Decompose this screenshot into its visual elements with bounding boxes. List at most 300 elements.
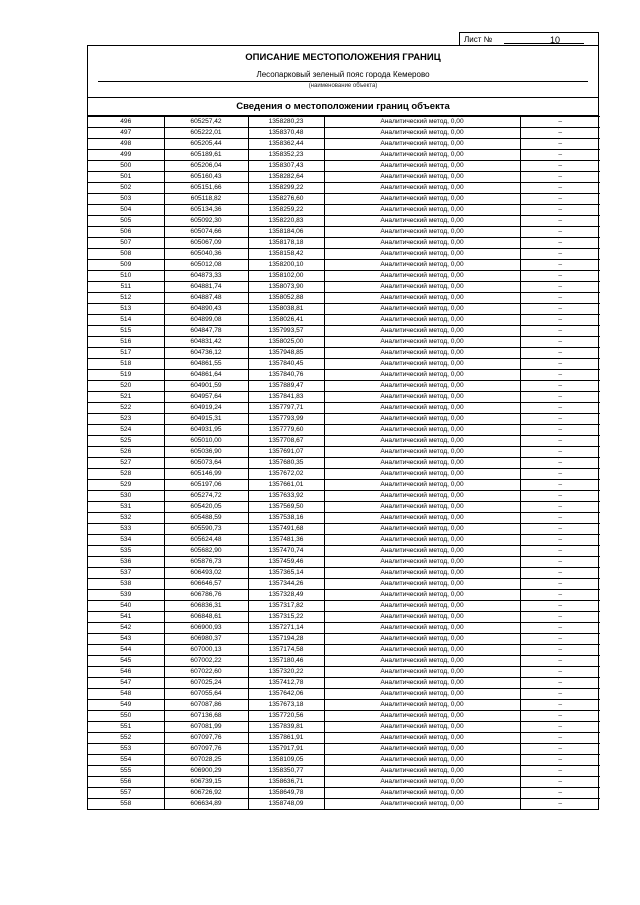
method-accuracy-cell: Аналитический метод, 0,00 [324, 161, 520, 172]
sheet-number-underline [504, 43, 584, 44]
method-accuracy-cell: Аналитический метод, 0,00 [324, 678, 520, 689]
table-row [88, 425, 600, 436]
x-coordinate-cell: 607055,64 [164, 689, 248, 700]
method-accuracy-cell: Аналитический метод, 0,00 [324, 205, 520, 216]
table-row [88, 271, 600, 282]
table-row [88, 623, 600, 634]
method-accuracy-cell: Аналитический метод, 0,00 [324, 326, 520, 337]
coordinates-table [88, 116, 600, 809]
x-coordinate-cell: 606836,31 [164, 601, 248, 612]
description-cell: – [520, 766, 600, 777]
point-number-cell: 518 [88, 359, 164, 370]
x-coordinate-cell: 607028,25 [164, 755, 248, 766]
y-coordinate-cell: 1358748,09 [248, 799, 324, 810]
table-row [88, 744, 600, 755]
method-accuracy-cell: Аналитический метод, 0,00 [324, 590, 520, 601]
x-coordinate-cell: 605151,66 [164, 183, 248, 194]
description-cell: – [520, 469, 600, 480]
point-number-cell: 496 [88, 117, 164, 128]
table-row [88, 150, 600, 161]
description-cell: – [520, 634, 600, 645]
x-coordinate-cell: 605222,01 [164, 128, 248, 139]
method-accuracy-cell: Аналитический метод, 0,00 [324, 436, 520, 447]
y-coordinate-cell: 1357180,46 [248, 656, 324, 667]
description-cell: – [520, 260, 600, 271]
table-row [88, 205, 600, 216]
description-cell: – [520, 788, 600, 799]
table-row [88, 414, 600, 425]
method-accuracy-cell: Аналитический метод, 0,00 [324, 700, 520, 711]
description-cell: – [520, 623, 600, 634]
x-coordinate-cell: 605189,61 [164, 150, 248, 161]
point-number-cell: 526 [88, 447, 164, 458]
table-row [88, 216, 600, 227]
y-coordinate-cell: 1357315,22 [248, 612, 324, 623]
table-row [88, 117, 600, 128]
table-row [88, 238, 600, 249]
description-cell: – [520, 612, 600, 623]
method-accuracy-cell: Аналитический метод, 0,00 [324, 172, 520, 183]
y-coordinate-cell: 1357661,01 [248, 480, 324, 491]
description-cell: – [520, 491, 600, 502]
point-number-cell: 553 [88, 744, 164, 755]
x-coordinate-cell: 605257,42 [164, 117, 248, 128]
y-coordinate-cell: 1357797,71 [248, 403, 324, 414]
method-accuracy-cell: Аналитический метод, 0,00 [324, 623, 520, 634]
method-accuracy-cell: Аналитический метод, 0,00 [324, 381, 520, 392]
point-number-cell: 514 [88, 315, 164, 326]
x-coordinate-cell: 605205,44 [164, 139, 248, 150]
method-accuracy-cell: Аналитический метод, 0,00 [324, 183, 520, 194]
table-row [88, 403, 600, 414]
description-cell: – [520, 513, 600, 524]
description-cell: – [520, 293, 600, 304]
table-row [88, 667, 600, 678]
method-accuracy-cell: Аналитический метод, 0,00 [324, 535, 520, 546]
method-accuracy-cell: Аналитический метод, 0,00 [324, 656, 520, 667]
point-number-cell: 517 [88, 348, 164, 359]
table-row [88, 447, 600, 458]
table-row [88, 359, 600, 370]
method-accuracy-cell: Аналитический метод, 0,00 [324, 425, 520, 436]
description-cell: – [520, 150, 600, 161]
table-row [88, 348, 600, 359]
method-accuracy-cell: Аналитический метод, 0,00 [324, 546, 520, 557]
point-number-cell: 558 [88, 799, 164, 810]
description-cell: – [520, 326, 600, 337]
method-accuracy-cell: Аналитический метод, 0,00 [324, 634, 520, 645]
point-number-cell: 505 [88, 216, 164, 227]
method-accuracy-cell: Аналитический метод, 0,00 [324, 403, 520, 414]
point-number-cell: 500 [88, 161, 164, 172]
description-cell: – [520, 590, 600, 601]
y-coordinate-cell: 1357672,02 [248, 469, 324, 480]
object-name-underline [98, 81, 588, 82]
x-coordinate-cell: 605134,36 [164, 205, 248, 216]
point-number-cell: 551 [88, 722, 164, 733]
point-number-cell: 502 [88, 183, 164, 194]
y-coordinate-cell: 1358220,83 [248, 216, 324, 227]
description-cell: – [520, 370, 600, 381]
table-row [88, 249, 600, 260]
y-coordinate-cell: 1357344,26 [248, 579, 324, 590]
x-coordinate-cell: 606646,57 [164, 579, 248, 590]
description-cell: – [520, 359, 600, 370]
table-row [88, 656, 600, 667]
y-coordinate-cell: 1358276,60 [248, 194, 324, 205]
point-number-cell: 508 [88, 249, 164, 260]
x-coordinate-cell: 604736,12 [164, 348, 248, 359]
y-coordinate-cell: 1357320,22 [248, 667, 324, 678]
method-accuracy-cell: Аналитический метод, 0,00 [324, 370, 520, 381]
method-accuracy-cell: Аналитический метод, 0,00 [324, 348, 520, 359]
description-cell: – [520, 194, 600, 205]
table-row [88, 183, 600, 194]
x-coordinate-cell: 607002,22 [164, 656, 248, 667]
description-cell: – [520, 799, 600, 810]
x-coordinate-cell: 605590,73 [164, 524, 248, 535]
y-coordinate-cell: 1358307,43 [248, 161, 324, 172]
description-cell: – [520, 304, 600, 315]
x-coordinate-cell: 605682,90 [164, 546, 248, 557]
point-number-cell: 538 [88, 579, 164, 590]
description-cell: – [520, 557, 600, 568]
y-coordinate-cell: 1358109,05 [248, 755, 324, 766]
table-row [88, 722, 600, 733]
y-coordinate-cell: 1357328,49 [248, 590, 324, 601]
description-cell: – [520, 733, 600, 744]
x-coordinate-cell: 605012,08 [164, 260, 248, 271]
table-row [88, 601, 600, 612]
method-accuracy-cell: Аналитический метод, 0,00 [324, 557, 520, 568]
table-row [88, 711, 600, 722]
y-coordinate-cell: 1357642,06 [248, 689, 324, 700]
y-coordinate-cell: 1357481,36 [248, 535, 324, 546]
method-accuracy-cell: Аналитический метод, 0,00 [324, 733, 520, 744]
y-coordinate-cell: 1357720,56 [248, 711, 324, 722]
table-row [88, 689, 600, 700]
x-coordinate-cell: 605040,36 [164, 249, 248, 260]
y-coordinate-cell: 1358636,71 [248, 777, 324, 788]
point-number-cell: 542 [88, 623, 164, 634]
table-row [88, 315, 600, 326]
description-cell: – [520, 601, 600, 612]
method-accuracy-cell: Аналитический метод, 0,00 [324, 293, 520, 304]
description-cell: – [520, 568, 600, 579]
point-number-cell: 501 [88, 172, 164, 183]
description-cell: – [520, 711, 600, 722]
description-cell: – [520, 645, 600, 656]
table-row [88, 590, 600, 601]
object-name-note: (наименование объекта) [308, 83, 378, 89]
y-coordinate-cell: 1358649,78 [248, 788, 324, 799]
point-number-cell: 557 [88, 788, 164, 799]
x-coordinate-cell: 605073,64 [164, 458, 248, 469]
x-coordinate-cell: 606786,76 [164, 590, 248, 601]
description-cell: – [520, 403, 600, 414]
y-coordinate-cell: 1357633,92 [248, 491, 324, 502]
point-number-cell: 535 [88, 546, 164, 557]
x-coordinate-cell: 604931,95 [164, 425, 248, 436]
x-coordinate-cell: 605624,48 [164, 535, 248, 546]
method-accuracy-cell: Аналитический метод, 0,00 [324, 227, 520, 238]
description-cell: – [520, 458, 600, 469]
y-coordinate-cell: 1357491,68 [248, 524, 324, 535]
table-row [88, 579, 600, 590]
table-row [88, 700, 600, 711]
x-coordinate-cell: 606726,92 [164, 788, 248, 799]
method-accuracy-cell: Аналитический метод, 0,00 [324, 513, 520, 524]
method-accuracy-cell: Аналитический метод, 0,00 [324, 414, 520, 425]
method-accuracy-cell: Аналитический метод, 0,00 [324, 315, 520, 326]
point-number-cell: 544 [88, 645, 164, 656]
table-row [88, 293, 600, 304]
y-coordinate-cell: 1357569,50 [248, 502, 324, 513]
description-cell: – [520, 447, 600, 458]
table-row [88, 326, 600, 337]
table-row [88, 524, 600, 535]
x-coordinate-cell: 604915,31 [164, 414, 248, 425]
method-accuracy-cell: Аналитический метод, 0,00 [324, 744, 520, 755]
method-accuracy-cell: Аналитический метод, 0,00 [324, 337, 520, 348]
description-cell: – [520, 579, 600, 590]
description-cell: – [520, 161, 600, 172]
description-cell: – [520, 524, 600, 535]
y-coordinate-cell: 1358352,23 [248, 150, 324, 161]
x-coordinate-cell: 606848,61 [164, 612, 248, 623]
y-coordinate-cell: 1358280,23 [248, 117, 324, 128]
point-number-cell: 498 [88, 139, 164, 150]
x-coordinate-cell: 605274,72 [164, 491, 248, 502]
table-row [88, 381, 600, 392]
method-accuracy-cell: Аналитический метод, 0,00 [324, 238, 520, 249]
point-number-cell: 507 [88, 238, 164, 249]
point-number-cell: 548 [88, 689, 164, 700]
x-coordinate-cell: 605146,99 [164, 469, 248, 480]
x-coordinate-cell: 605876,73 [164, 557, 248, 568]
y-coordinate-cell: 1358299,22 [248, 183, 324, 194]
section-title: Сведения о местоположении границ объекта [88, 98, 598, 116]
y-coordinate-cell: 1358158,42 [248, 249, 324, 260]
table-row [88, 282, 600, 293]
description-cell: – [520, 502, 600, 513]
table-row [88, 788, 600, 799]
y-coordinate-cell: 1357889,47 [248, 381, 324, 392]
table-row [88, 766, 600, 777]
y-coordinate-cell: 1358350,77 [248, 766, 324, 777]
y-coordinate-cell: 1358052,88 [248, 293, 324, 304]
y-coordinate-cell: 1358184,06 [248, 227, 324, 238]
x-coordinate-cell: 607025,24 [164, 678, 248, 689]
method-accuracy-cell: Аналитический метод, 0,00 [324, 689, 520, 700]
method-accuracy-cell: Аналитический метод, 0,00 [324, 601, 520, 612]
y-coordinate-cell: 1357673,18 [248, 700, 324, 711]
table-row [88, 260, 600, 271]
table-row [88, 480, 600, 491]
point-number-cell: 547 [88, 678, 164, 689]
description-cell: – [520, 755, 600, 766]
y-coordinate-cell: 1357839,81 [248, 722, 324, 733]
method-accuracy-cell: Аналитический метод, 0,00 [324, 755, 520, 766]
point-number-cell: 515 [88, 326, 164, 337]
method-accuracy-cell: Аналитический метод, 0,00 [324, 491, 520, 502]
document-header [88, 46, 598, 98]
x-coordinate-cell: 604831,42 [164, 337, 248, 348]
x-coordinate-cell: 604899,08 [164, 315, 248, 326]
description-cell: – [520, 700, 600, 711]
x-coordinate-cell: 605197,06 [164, 480, 248, 491]
y-coordinate-cell: 1357948,85 [248, 348, 324, 359]
point-number-cell: 529 [88, 480, 164, 491]
description-cell: – [520, 282, 600, 293]
point-number-cell: 523 [88, 414, 164, 425]
point-number-cell: 550 [88, 711, 164, 722]
table-row [88, 139, 600, 150]
description-cell: – [520, 117, 600, 128]
description-cell: – [520, 337, 600, 348]
sheet-number-box [459, 32, 599, 46]
point-number-cell: 545 [88, 656, 164, 667]
y-coordinate-cell: 1358026,41 [248, 315, 324, 326]
method-accuracy-cell: Аналитический метод, 0,00 [324, 216, 520, 227]
point-number-cell: 497 [88, 128, 164, 139]
document-title: ОПИСАНИЕ МЕСТОПОЛОЖЕНИЯ ГРАНИЦ [245, 52, 441, 63]
point-number-cell: 555 [88, 766, 164, 777]
point-number-cell: 530 [88, 491, 164, 502]
description-cell: – [520, 392, 600, 403]
description-cell: – [520, 667, 600, 678]
description-cell: – [520, 172, 600, 183]
point-number-cell: 524 [88, 425, 164, 436]
description-cell: – [520, 348, 600, 359]
y-coordinate-cell: 1358282,64 [248, 172, 324, 183]
x-coordinate-cell: 604861,64 [164, 370, 248, 381]
point-number-cell: 525 [88, 436, 164, 447]
x-coordinate-cell: 604847,78 [164, 326, 248, 337]
y-coordinate-cell: 1358038,81 [248, 304, 324, 315]
x-coordinate-cell: 607081,99 [164, 722, 248, 733]
y-coordinate-cell: 1357194,28 [248, 634, 324, 645]
method-accuracy-cell: Аналитический метод, 0,00 [324, 150, 520, 161]
x-coordinate-cell: 607022,60 [164, 667, 248, 678]
x-coordinate-cell: 605067,09 [164, 238, 248, 249]
point-number-cell: 511 [88, 282, 164, 293]
table-row [88, 172, 600, 183]
point-number-cell: 513 [88, 304, 164, 315]
table-row [88, 513, 600, 524]
y-coordinate-cell: 1357840,76 [248, 370, 324, 381]
y-coordinate-cell: 1357691,07 [248, 447, 324, 458]
y-coordinate-cell: 1357779,60 [248, 425, 324, 436]
x-coordinate-cell: 604887,48 [164, 293, 248, 304]
table-row [88, 546, 600, 557]
x-coordinate-cell: 606980,37 [164, 634, 248, 645]
point-number-cell: 534 [88, 535, 164, 546]
point-number-cell: 522 [88, 403, 164, 414]
point-number-cell: 531 [88, 502, 164, 513]
table-row [88, 634, 600, 645]
y-coordinate-cell: 1357840,45 [248, 359, 324, 370]
description-cell: – [520, 249, 600, 260]
description-cell: – [520, 183, 600, 194]
description-cell: – [520, 678, 600, 689]
method-accuracy-cell: Аналитический метод, 0,00 [324, 458, 520, 469]
sheet-number: 10 [550, 35, 561, 45]
point-number-cell: 540 [88, 601, 164, 612]
method-accuracy-cell: Аналитический метод, 0,00 [324, 711, 520, 722]
y-coordinate-cell: 1358025,00 [248, 337, 324, 348]
x-coordinate-cell: 605010,00 [164, 436, 248, 447]
description-cell: – [520, 216, 600, 227]
y-coordinate-cell: 1357793,99 [248, 414, 324, 425]
method-accuracy-cell: Аналитический метод, 0,00 [324, 260, 520, 271]
point-number-cell: 506 [88, 227, 164, 238]
description-cell: – [520, 425, 600, 436]
x-coordinate-cell: 605420,05 [164, 502, 248, 513]
method-accuracy-cell: Аналитический метод, 0,00 [324, 117, 520, 128]
point-number-cell: 541 [88, 612, 164, 623]
table-row [88, 755, 600, 766]
description-cell: – [520, 689, 600, 700]
x-coordinate-cell: 604873,33 [164, 271, 248, 282]
x-coordinate-cell: 604861,55 [164, 359, 248, 370]
y-coordinate-cell: 1357459,46 [248, 557, 324, 568]
x-coordinate-cell: 604890,43 [164, 304, 248, 315]
point-number-cell: 510 [88, 271, 164, 282]
point-number-cell: 532 [88, 513, 164, 524]
method-accuracy-cell: Аналитический метод, 0,00 [324, 502, 520, 513]
x-coordinate-cell: 605036,90 [164, 447, 248, 458]
table-row [88, 612, 600, 623]
table-row [88, 777, 600, 788]
method-accuracy-cell: Аналитический метод, 0,00 [324, 194, 520, 205]
description-cell: – [520, 777, 600, 788]
description-cell: – [520, 722, 600, 733]
table-row [88, 194, 600, 205]
point-number-cell: 527 [88, 458, 164, 469]
description-cell: – [520, 315, 600, 326]
table-row [88, 799, 600, 810]
sheet-label: Лист № [464, 35, 493, 44]
method-accuracy-cell: Аналитический метод, 0,00 [324, 777, 520, 788]
point-number-cell: 519 [88, 370, 164, 381]
x-coordinate-cell: 607097,76 [164, 733, 248, 744]
point-number-cell: 520 [88, 381, 164, 392]
table-row [88, 304, 600, 315]
method-accuracy-cell: Аналитический метод, 0,00 [324, 359, 520, 370]
y-coordinate-cell: 1357917,91 [248, 744, 324, 755]
description-cell: – [520, 238, 600, 249]
x-coordinate-cell: 606634,89 [164, 799, 248, 810]
point-number-cell: 543 [88, 634, 164, 645]
point-number-cell: 533 [88, 524, 164, 535]
table-row [88, 491, 600, 502]
method-accuracy-cell: Аналитический метод, 0,00 [324, 568, 520, 579]
point-number-cell: 549 [88, 700, 164, 711]
y-coordinate-cell: 1357174,58 [248, 645, 324, 656]
description-cell: – [520, 546, 600, 557]
y-coordinate-cell: 1358200,10 [248, 260, 324, 271]
point-number-cell: 552 [88, 733, 164, 744]
table-row [88, 392, 600, 403]
method-accuracy-cell: Аналитический метод, 0,00 [324, 612, 520, 623]
method-accuracy-cell: Аналитический метод, 0,00 [324, 480, 520, 491]
y-coordinate-cell: 1358178,18 [248, 238, 324, 249]
table-row [88, 161, 600, 172]
x-coordinate-cell: 604901,59 [164, 381, 248, 392]
method-accuracy-cell: Аналитический метод, 0,00 [324, 645, 520, 656]
x-coordinate-cell: 605118,82 [164, 194, 248, 205]
